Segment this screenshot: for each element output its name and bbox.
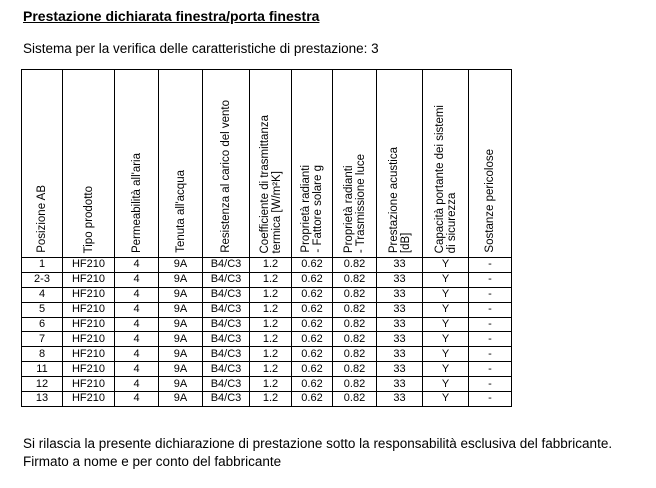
header-label: Tenuta all'acqua [174, 170, 187, 253]
table-cell: 33 [377, 302, 423, 317]
document-title: Prestazione dichiarata finestra/porta finestra [23, 8, 320, 24]
table-cell: HF210 [63, 272, 115, 287]
table-cell: 33 [377, 317, 423, 332]
table-cell: - [469, 332, 512, 347]
header-label: Tipo prodotto [82, 185, 95, 253]
header-label: Resistenza al carico del vento [220, 100, 232, 253]
header-label: Proprietà radianti - Trasmissione luce [342, 153, 367, 253]
table-cell: 4 [115, 302, 159, 317]
table-body [22, 258, 512, 407]
table-row [22, 287, 512, 302]
table-cell: 0.62 [292, 362, 333, 377]
footer-line: Si rilascia la presente dichiarazione di prestazione sotto la responsabilità esclusiva del fabbricante. [23, 436, 613, 451]
table-cell: 0.62 [292, 302, 333, 317]
table-cell: B4/C3 [203, 317, 250, 332]
table-cell: 1.2 [250, 362, 292, 377]
table-cell: Y [423, 258, 469, 273]
table-cell: B4/C3 [203, 287, 250, 302]
table-cell: 9A [159, 392, 203, 407]
table-cell: 4 [115, 377, 159, 392]
table-cell: 0.62 [292, 287, 333, 302]
table-cell: 0.62 [292, 332, 333, 347]
table-cell: 9A [159, 332, 203, 347]
table-cell: 0.82 [333, 287, 377, 302]
table-cell: - [469, 347, 512, 362]
table-cell: 12 [22, 377, 63, 392]
table-cell: Y [423, 362, 469, 377]
table-cell: 1.2 [250, 377, 292, 392]
table-cell: Y [423, 392, 469, 407]
table-cell: 33 [377, 347, 423, 362]
table-cell: HF210 [63, 392, 115, 407]
document-subtitle: Sistema per la verifica delle caratteristiche di prestazione: 3 [23, 41, 379, 56]
header-cell [377, 70, 423, 258]
header-cell [115, 70, 159, 258]
table-cell: 7 [22, 332, 63, 347]
table-cell: 0.82 [333, 332, 377, 347]
table-cell: HF210 [63, 258, 115, 273]
table-cell: HF210 [63, 317, 115, 332]
header-cell [250, 70, 292, 258]
table-cell: 33 [377, 362, 423, 377]
table-cell: 0.82 [333, 302, 377, 317]
table-cell: - [469, 362, 512, 377]
table-cell: 4 [115, 362, 159, 377]
table-cell: 11 [22, 362, 63, 377]
table-cell: 13 [22, 392, 63, 407]
table-cell: 1.2 [250, 287, 292, 302]
table-cell: B4/C3 [203, 302, 250, 317]
table-cell: Y [423, 302, 469, 317]
table-cell: HF210 [63, 347, 115, 362]
table-header-row [22, 70, 512, 258]
table-cell: B4/C3 [203, 272, 250, 287]
performance-table [21, 69, 512, 407]
table-cell: 0.62 [292, 258, 333, 273]
table-cell: 0.82 [333, 362, 377, 377]
table-cell: 0.82 [333, 272, 377, 287]
header-label: Permeabilità all'aria [130, 153, 143, 253]
table-cell: - [469, 317, 512, 332]
table-cell: 1.2 [250, 302, 292, 317]
table-row [22, 332, 512, 347]
header-cell [333, 70, 377, 258]
header-cell [292, 70, 333, 258]
table-cell: Y [423, 332, 469, 347]
table-cell: 1.2 [250, 272, 292, 287]
table-cell: 4 [115, 317, 159, 332]
header-label: Capacità portante dei sistemi di sicurezza [433, 104, 458, 253]
table-cell: Y [423, 272, 469, 287]
table-cell: 0.82 [333, 347, 377, 362]
header-label: Coefficiente di trasmittanza termica [W/m²K] [258, 114, 283, 253]
table-cell: Y [423, 347, 469, 362]
table-cell: 4 [115, 287, 159, 302]
table-cell: - [469, 377, 512, 392]
table-cell: 33 [377, 392, 423, 407]
table-cell: 33 [377, 377, 423, 392]
table-cell: 9A [159, 362, 203, 377]
table-cell: 4 [115, 272, 159, 287]
table-row [22, 377, 512, 392]
table-cell: 1.2 [250, 392, 292, 407]
header-cell [63, 70, 115, 258]
table-cell: 0.62 [292, 377, 333, 392]
table-cell: 4 [115, 347, 159, 362]
table-cell: 0.62 [292, 272, 333, 287]
table-row [22, 258, 512, 273]
table-cell: HF210 [63, 362, 115, 377]
header-cell [423, 70, 469, 258]
table-cell: 9A [159, 377, 203, 392]
footer-line: Firmato a nome e per conto del fabbricante [23, 454, 282, 469]
table-cell: 5 [22, 302, 63, 317]
table-row [22, 272, 512, 287]
table-cell: HF210 [63, 287, 115, 302]
header-cell [159, 70, 203, 258]
table-cell: HF210 [63, 302, 115, 317]
table-cell: 9A [159, 287, 203, 302]
table-cell: Y [423, 287, 469, 302]
table-row [22, 317, 512, 332]
table-cell: - [469, 302, 512, 317]
table-cell: B4/C3 [203, 258, 250, 273]
table-cell: B4/C3 [203, 392, 250, 407]
table-cell: 9A [159, 258, 203, 273]
header-label: Proprietà radianti - Fattore solare g [300, 165, 324, 253]
table-cell: - [469, 272, 512, 287]
table-cell: 1.2 [250, 317, 292, 332]
table-cell: 33 [377, 287, 423, 302]
table-cell: 1.2 [250, 332, 292, 347]
table-row [22, 392, 512, 407]
table-cell: 2-3 [22, 272, 63, 287]
header-cell [469, 70, 512, 258]
table-cell: 33 [377, 258, 423, 273]
table-cell: 0.62 [292, 317, 333, 332]
table-cell: B4/C3 [203, 377, 250, 392]
table-cell: 4 [115, 258, 159, 273]
table-cell: - [469, 287, 512, 302]
table-cell: 9A [159, 347, 203, 362]
table-cell: 0.62 [292, 347, 333, 362]
table-cell: 4 [115, 392, 159, 407]
header-label: Sostanze pericolose [484, 149, 496, 253]
table-cell: 1.2 [250, 347, 292, 362]
table-cell: 1 [22, 258, 63, 273]
table-cell: 9A [159, 272, 203, 287]
table-cell: 0.82 [333, 392, 377, 407]
header-label: Posizione AB [36, 185, 48, 253]
table-cell: Y [423, 377, 469, 392]
table-cell: 0.82 [333, 377, 377, 392]
table-cell: 4 [115, 332, 159, 347]
header-cell [22, 70, 63, 258]
table-cell: B4/C3 [203, 362, 250, 377]
table-cell: HF210 [63, 377, 115, 392]
table-cell: 6 [22, 317, 63, 332]
table-cell: 33 [377, 272, 423, 287]
table-row [22, 302, 512, 317]
table-cell: 1.2 [250, 258, 292, 273]
table-cell: 0.82 [333, 258, 377, 273]
table-cell: - [469, 392, 512, 407]
table-cell: Y [423, 317, 469, 332]
table-row [22, 362, 512, 377]
table-row [22, 347, 512, 362]
table-cell: 8 [22, 347, 63, 362]
table-cell: B4/C3 [203, 347, 250, 362]
table-cell: B4/C3 [203, 332, 250, 347]
table-cell: 9A [159, 317, 203, 332]
table-cell: 0.62 [292, 392, 333, 407]
table-cell: 4 [22, 287, 63, 302]
table-cell: 0.82 [333, 317, 377, 332]
table-cell: 9A [159, 302, 203, 317]
table-cell: 33 [377, 332, 423, 347]
header-label: Prestazione acustica [dB] [387, 146, 412, 253]
footer-statement [23, 435, 612, 471]
table-cell: HF210 [63, 332, 115, 347]
table-cell: - [469, 258, 512, 273]
header-cell [203, 70, 250, 258]
